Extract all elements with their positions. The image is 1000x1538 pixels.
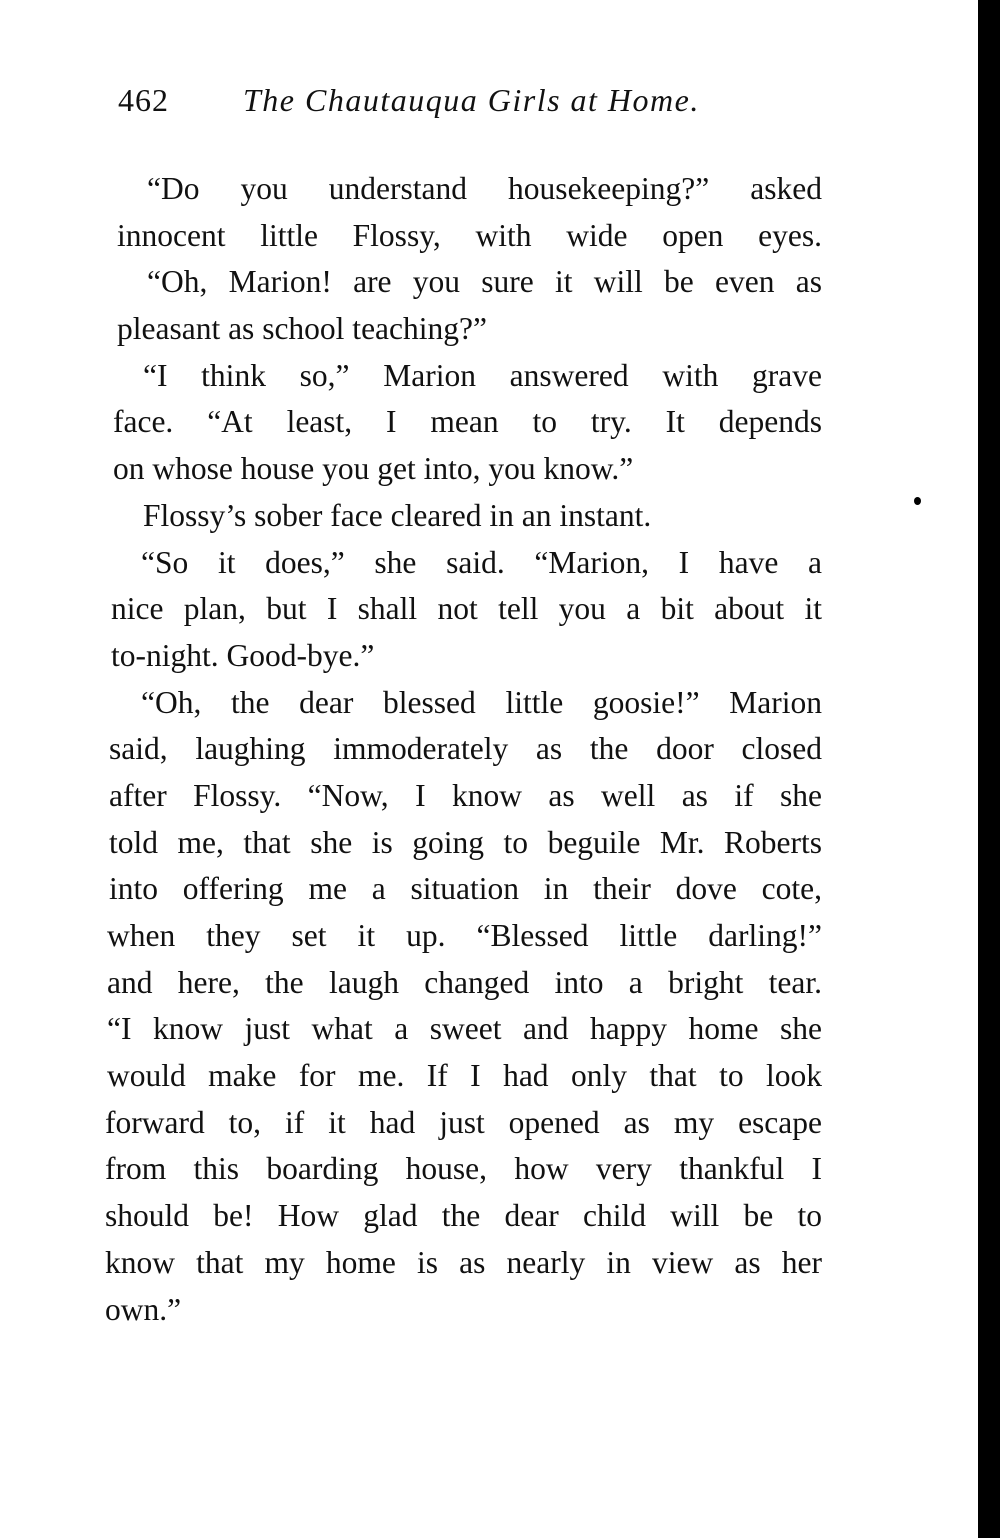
text-line: know that my home is as nearly in view as her (105, 1244, 822, 1280)
text-line: to-night. Good-bye.” (111, 637, 375, 673)
text-line: face. “At least, I mean to try. It depends (113, 404, 822, 440)
text-line: own.” (105, 1291, 182, 1327)
text-line: “So it does,” she said. “Marion, I have a (141, 544, 822, 580)
text-line: “Do you understand housekeeping?” asked (147, 171, 822, 206)
text-line: nice plan, but I shall not tell you a bit about it (111, 591, 822, 627)
text-line: “Oh, the dear blessed little goosie!” Marion (141, 684, 822, 720)
text-line: should be! How glad the dear child will be to (105, 1198, 822, 1234)
scan-edge (978, 0, 1000, 1538)
text-line: “Oh, Marion! are you sure it will be even as (147, 264, 822, 300)
text-line: when they set it up. “Blessed little darling!” (107, 918, 822, 953)
text-line: innocent little Flossy, with wide open eyes. (117, 217, 822, 253)
text-line: on whose house you get into, you know.” (113, 451, 634, 487)
text-line: Flossy’s sober face cleared in an instant. (143, 497, 652, 533)
text-line: “I think so,” Marion answered with grave (143, 357, 822, 393)
ink-speck (914, 497, 921, 505)
text-line: said, laughing immoderately as the door closed (109, 731, 822, 767)
text-line: “I know just what a sweet and happy home she (107, 1011, 822, 1047)
page-number: 462 (118, 82, 169, 118)
text-line: forward to, if it had just opened as my escape (105, 1104, 822, 1140)
text-line: pleasant as school teaching?” (117, 311, 487, 347)
text-line: from this boarding house, how very thankful I (105, 1151, 822, 1187)
page-header (118, 82, 738, 122)
text-line: after Flossy. “Now, I know as well as if she (109, 777, 822, 813)
body-text (105, 166, 822, 1333)
text-line: told me, that she is going to beguile Mr. Roberts (109, 824, 822, 860)
text-line: into offering me a situation in their dove cote, (109, 871, 822, 907)
text-line: would make for me. If I had only that to look (107, 1058, 822, 1094)
text-line: and here, the laugh changed into a bright tear. (107, 964, 822, 1000)
running-title: The Chautauqua Girls at Home. (243, 82, 700, 118)
